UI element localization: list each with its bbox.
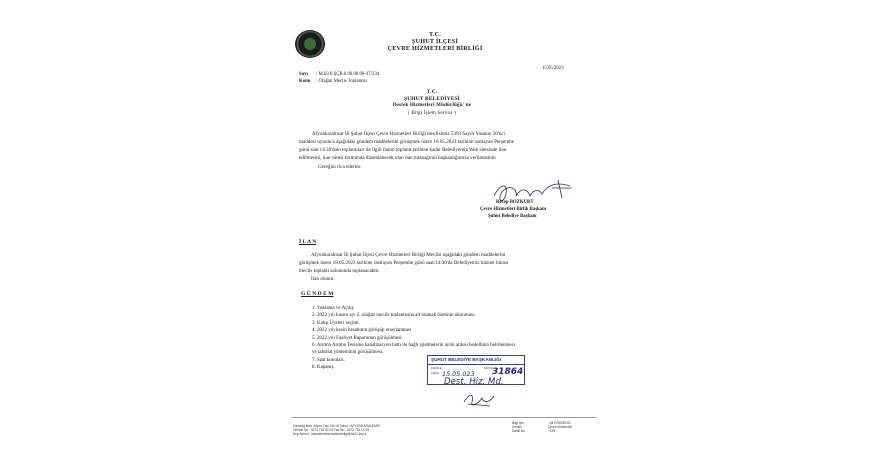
agenda-item: 4. 2022 yılı kesin hesabının görüşüp onaylanması: [312, 328, 412, 334]
stamp-number-handwritten: 31864: [492, 367, 524, 377]
agenda-item: 7. Saat konuları.: [312, 357, 345, 363]
stamp-date-handwritten: 15.05.023: [442, 370, 475, 378]
header-tc: T.C.: [428, 31, 442, 38]
footer-contact-labels: [512, 421, 525, 434]
body-line-3: günü saat 14.30'daki toplantıları ile ilgili ilanın toplantı tarihine kadar Belediyemiz Web sitesinde ilan: [299, 147, 507, 153]
ilan-line-3: meclis toplantı salonunda toplanacaktır.: [299, 268, 380, 274]
agenda-item: 2. 2022 yılı kasım ayı 2. olağan meclis toplantısına ait tutanak özetinin okunması.: [312, 313, 476, 319]
konu-value: : Olağan Meclis Toplantısı: [316, 79, 367, 84]
ilan-heading: İ L A N: [299, 239, 317, 245]
document-date: 15.05.2023: [542, 66, 564, 71]
body-closing: Gereğini rica ederim.: [318, 164, 362, 170]
municipality-seal-logo: [295, 30, 325, 58]
sayi-label: Sayı: [299, 72, 308, 77]
ilan-line-2: görüşmek üzere 18.05.2023 tarihine rastlayan Perşembe günü saat:14:30'da Belediyemiz hizmet binası: [299, 260, 509, 266]
body-line-4: edilmesini, ilan süresi biriminda düzenlenecek olan ilan tutanağının başkanlığımıza verilmesinin: [299, 155, 496, 161]
signatory-title-2: Şuhut Belediye Başkanı: [488, 214, 537, 219]
recipient-municipality: ŞUHUT BELEDİYESİ: [404, 96, 460, 102]
stamp-tarih-label: TARİH: [431, 371, 440, 375]
recipient-service: ( Bilgi İşlem Servisi ): [408, 111, 456, 116]
footer-ext-label: Dahili No: [512, 429, 525, 434]
footer-address-block: [293, 424, 380, 437]
recipient-department: Destek Hizmetleri Müdürlüğü' ne: [392, 103, 472, 108]
routing-note-handwritten: Dest. Hiz. Md.: [444, 377, 504, 387]
footer-title-label: Unvanı: [512, 425, 523, 430]
recipient-tc: T.C.: [426, 89, 438, 95]
footer-divider: [292, 417, 596, 418]
agenda-item: 6. Arıtma Arıtma Tesisine kanalizasyon hattı ile bağlı işletmelerin aylık atıksu bedellinin belirlenmesi: [312, 343, 515, 349]
footer-kep-address: Kep Adresi : suhutcevrehizmetleribirligi@hs01.kep.tr: [293, 432, 367, 437]
footer-phone: Telefon No : 0272 718 20 04 Fax No : 0272 718 10 09: [293, 428, 370, 433]
footer-contact-values: [548, 421, 572, 434]
signatory-title-1: Çevre Hizmetleri Birlik Başkanı: [480, 207, 547, 212]
gundem-heading: G Ü N D E M: [301, 291, 334, 297]
ilan-line-1: Afyonkarahisar İli Şuhut İlçesi Çevre Hizmetleri Birliği Meclisi aşağıdaki gündem maddelerini: [311, 252, 506, 258]
agenda-item: 3. Katip Üyeleri seçimi: [312, 320, 359, 326]
body-line-1: Afyonkarahisar İli Şuhut İlçesi Çevre Hizmetleri Birliği meclisimiz 5393 Sayılı Yasanın 20'nci: [312, 131, 506, 137]
footer-title-value: Çevre Mühendisi: [548, 425, 572, 430]
agenda-item: 8. Kapanış.: [312, 365, 335, 371]
footer-ext-value: : 129: [548, 429, 556, 434]
signatory-name: Recep BOZKURT: [496, 200, 534, 205]
stamp-sayi-label: SAYISI: [484, 366, 493, 370]
stamp-title: ŞUHUT BELEDİYE BAŞKANLIĞI: [431, 357, 501, 362]
agenda-item: 1. Yoklama ve Açılış: [312, 306, 354, 311]
agenda-item: ve tahsilat yönteminin görüşülmesi.: [312, 350, 384, 356]
ilan-line-4: İlan olunur.: [311, 276, 335, 282]
routing-signature: [460, 390, 500, 408]
header-union: ÇEVRE HİZMETLERİ BİRLİĞİ: [387, 45, 483, 52]
footer-info-value: : Ali GÖKDENİZ: [548, 421, 571, 425]
footer-info-label: Bilgi İçin: [512, 421, 524, 425]
konu-label: Konu: [299, 79, 311, 84]
sayi-value: : M.03.6.ŞÇB.0.00.00.00-47/234: [316, 72, 380, 77]
agenda-item: 5. 2022 yılı Faaliyet Raporunun görüşülmesi.: [312, 335, 403, 341]
footer-address: Karlıdağ Mah. Afyon Cad. No:16 Şuhut / AFYONKARAHİSAR: [293, 424, 380, 428]
stamp-havale-label: HAVALE: [431, 366, 442, 370]
body-line-2: maddesi uyarınca aşağıdaki gündem maddelerini görüşmek üzere 18.05.2023 tarihine rastlayan Perşembe: [299, 139, 514, 145]
header-district: ŞUHUT İLÇESİ: [411, 38, 459, 45]
